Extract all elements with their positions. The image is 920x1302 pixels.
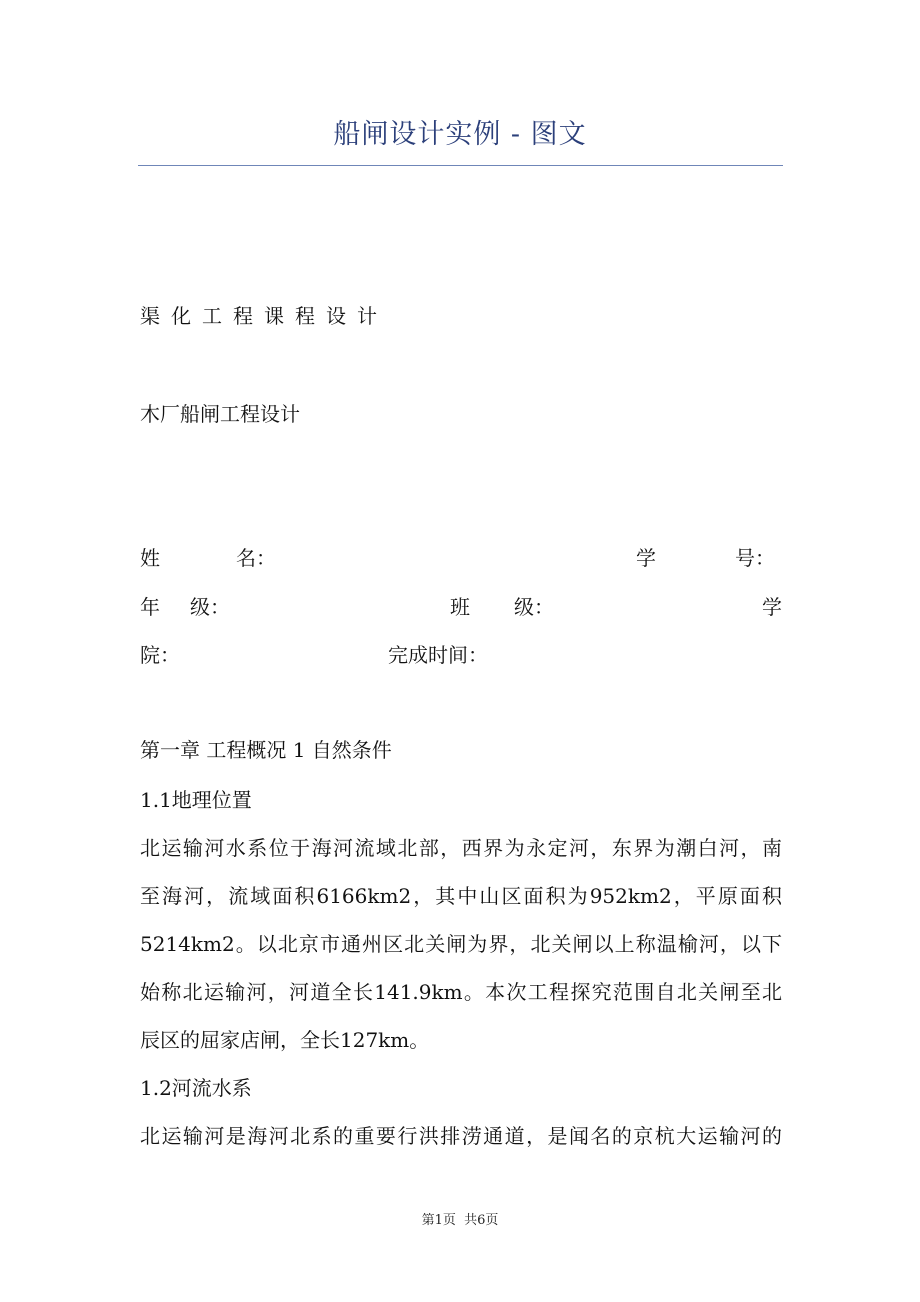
class-label-a: 班 <box>450 595 470 619</box>
class-label-b: 级： <box>514 595 554 619</box>
paragraph-line: 至海河，流域面积6166km2，其中山区面积为952km2，平原面积 <box>140 884 782 908</box>
name-label-a: 姓 <box>140 546 160 570</box>
grade-label-b: 级： <box>190 595 230 619</box>
paragraph-line: 始称北运输河，河道全长141.9km。本次工程探究范围自北关闸至北 <box>140 980 782 1004</box>
grade-label-a: 年 <box>140 595 160 619</box>
section-heading: 1.2河流水系 <box>140 1076 252 1100</box>
name-label-b: 名： <box>236 546 276 570</box>
finish-time-label: 完成时间： <box>388 643 488 667</box>
document-title: 船闸设计实例 - 图文 <box>333 119 587 150</box>
page-footer <box>0 1209 920 1228</box>
college-label-b: 院： <box>140 643 180 667</box>
course-title: 渠化工程课程设计 <box>140 304 388 328</box>
section-heading: 1.1地理位置 <box>140 788 252 812</box>
college-label-a: 学 <box>762 595 782 619</box>
paragraph-line: 北运输河水系位于海河流域北部，西界为永定河，东界为潮白河，南 <box>140 836 782 860</box>
paragraph-line: 北运输河是海河北系的重要行洪排涝通道，是闻名的京杭大运输河的 <box>140 1124 782 1148</box>
chapter-heading: 第一章 工程概况 1 自然条件 <box>140 738 392 762</box>
page-total: 共6页 <box>464 1213 499 1228</box>
paragraph-line: 辰区的屈家店闸，全长127km。 <box>140 1028 430 1052</box>
title-divider <box>138 165 783 166</box>
paragraph-line: 5214km2。以北京市通州区北关闸为界，北关闸以上称温榆河，以下 <box>140 932 782 956</box>
student-id-label-a: 学 <box>636 546 656 570</box>
project-title: 木厂船闸工程设计 <box>140 402 300 426</box>
student-id-label-b: 号： <box>735 546 775 570</box>
page-number: 第1页 <box>421 1213 456 1228</box>
